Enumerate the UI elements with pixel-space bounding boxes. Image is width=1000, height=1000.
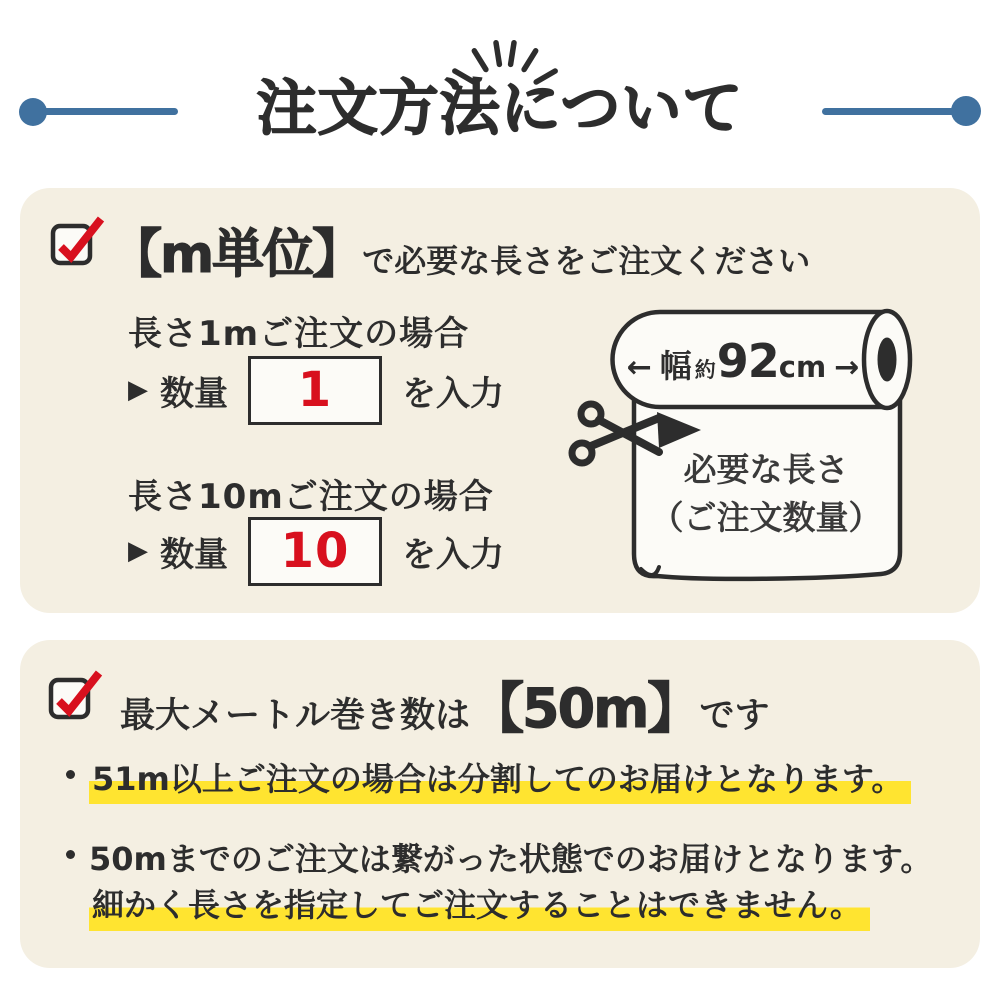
example-label: 長さ10mご注文の場合 (128, 477, 494, 517)
title-rule-right-dot (951, 96, 981, 126)
card-heading-emphasis: 【m単位】 (110, 225, 363, 285)
approx-kanji: 約 (694, 358, 716, 382)
arrow-right-icon: → (834, 350, 860, 385)
card-heading (110, 212, 810, 287)
bullet-dot (66, 850, 75, 859)
bullet-line: 50mまでのご注文は繋がった状態でのお届けとなります。 (89, 840, 933, 878)
bullet-item (66, 756, 911, 804)
sheet-caption-line2: （ご注文数量） (650, 497, 882, 537)
card-heading-suffix: です (699, 696, 770, 736)
title-rule-right (822, 108, 958, 115)
quantity-label: 数量 (160, 373, 228, 414)
roll-core-hole (878, 338, 897, 382)
card-heading-emphasis: 【50m】 (470, 677, 700, 740)
quantity-value: 10 (280, 523, 350, 579)
roll-width-label (612, 334, 874, 388)
play-icon: ▶ (128, 536, 148, 566)
sheet-caption-line1: 必要な長さ (683, 450, 849, 489)
bullet-text (89, 756, 911, 804)
example-row (128, 516, 504, 586)
bullet-line: 51m以上ご注文の場合は分割してのお届けとなります。 (89, 756, 911, 804)
input-suffix: を入力 (402, 373, 504, 414)
play-icon: ▶ (128, 375, 148, 405)
quantity-label: 数量 (160, 534, 228, 575)
quantity-value-box (248, 356, 382, 425)
max-roll-card (20, 640, 980, 968)
quantity-value: 1 (297, 362, 333, 418)
width-unit: cm (778, 350, 827, 384)
bullet-item (66, 836, 932, 931)
checked-checkbox-icon (46, 664, 106, 724)
example-label: 長さ1mご注文の場合 (128, 314, 470, 354)
page-title: 注文方法について (256, 74, 744, 144)
sheet-caption (637, 446, 895, 542)
card-heading (120, 666, 769, 743)
quantity-value-box (248, 517, 382, 586)
arrow-left-icon: ← (626, 350, 652, 385)
bullet-line: 細かく長さを指定してご注文することはできません。 (89, 882, 870, 930)
bullet-dot (66, 770, 75, 779)
card-heading-prefix: 最大メートル巻き数は (120, 696, 471, 736)
checked-checkbox-icon (48, 210, 108, 270)
width-value: 92 (716, 334, 779, 388)
input-suffix: を入力 (402, 534, 504, 575)
example-row (128, 355, 504, 425)
bullet-text (89, 836, 932, 931)
width-kanji: 幅 (659, 347, 692, 385)
card-heading-rest: で必要な長さをご注文ください (362, 242, 811, 280)
